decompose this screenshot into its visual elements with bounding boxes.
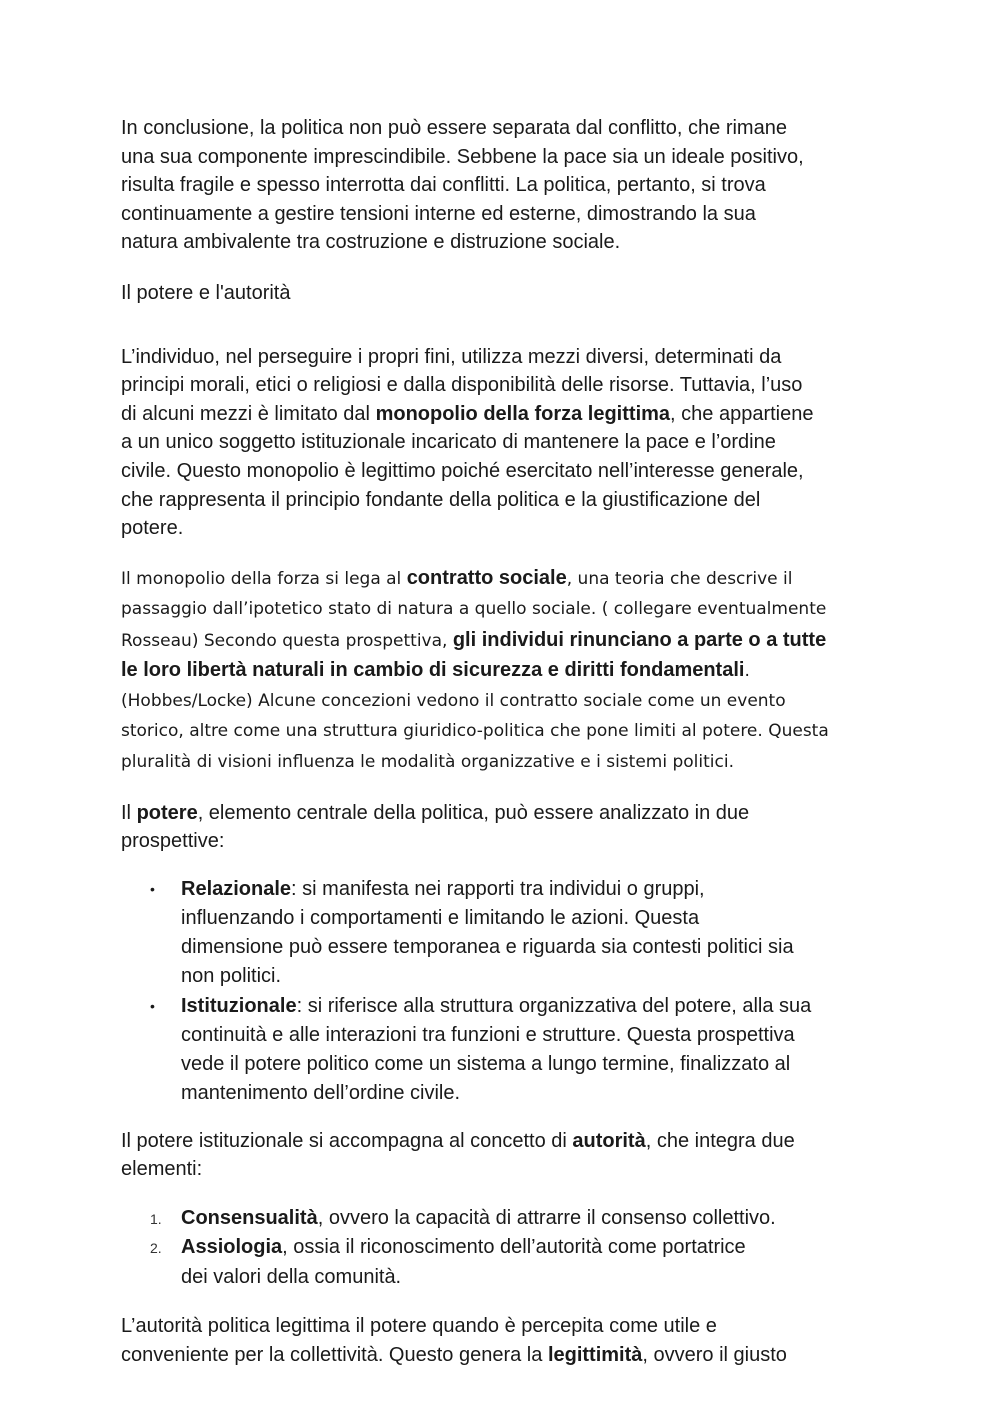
paragraph-line: potere. bbox=[121, 517, 184, 539]
bold-term: autorità bbox=[572, 1130, 646, 1152]
paragraph-line: risulta fragile e spesso interrotta dai conflitti. La politica, pertanto, si trova bbox=[121, 174, 766, 196]
text-run: conveniente per la collettività. Questo genera la bbox=[121, 1344, 548, 1366]
text-run: . bbox=[744, 661, 750, 681]
paragraph-line: elementi: bbox=[121, 1158, 203, 1180]
text-run: Il bbox=[121, 802, 137, 824]
paragraph-line: prospettive: bbox=[121, 830, 225, 852]
text-run: , ovvero il giusto bbox=[642, 1344, 787, 1366]
list-item-text: non politici. bbox=[181, 965, 282, 987]
paragraph-line: a un unico soggetto istituzionale incaricato di mantenere la pace e l’ordine bbox=[121, 431, 776, 453]
paragraph-line bbox=[121, 563, 891, 595]
text-run: , che integra due bbox=[645, 1130, 795, 1152]
bold-term: Relazionale bbox=[181, 878, 292, 900]
bold-term: contratto sociale bbox=[406, 567, 567, 589]
paragraph-line: che rappresenta il principio fondante della politica e la giustificazione del bbox=[121, 489, 761, 511]
paragraph-line: una sua componente imprescindibile. Sebbene la pace sia un ideale positivo, bbox=[121, 146, 804, 168]
bold-term: legittimità bbox=[547, 1344, 643, 1366]
paragraph-line: civile. Questo monopolio è legittimo poiché esercitato nell’interesse generale, bbox=[121, 460, 804, 482]
list-item-text: mantenimento dell’ordine civile. bbox=[181, 1082, 461, 1104]
bold-term: Istituzionale bbox=[181, 995, 297, 1017]
text-run: Rosseau) Secondo questa prospettiva, bbox=[121, 631, 453, 651]
bold-term: Consensualità bbox=[181, 1207, 318, 1229]
list-item-text bbox=[181, 875, 705, 904]
list-item-text bbox=[181, 1233, 746, 1262]
list-item-text: influenzando i comportamenti e limitando le azioni. Questa bbox=[181, 907, 700, 929]
list-item-text bbox=[181, 992, 811, 1021]
section-heading: Il potere e l'autorità bbox=[121, 282, 291, 304]
paragraph-line bbox=[121, 655, 891, 687]
paragraph-line: L’autorità politica legittima il potere quando è percepita come utile e bbox=[121, 1315, 717, 1337]
paragraph-line bbox=[121, 799, 891, 828]
text-run: , ovvero la capacità di attrarre il consenso collettivo. bbox=[317, 1207, 776, 1229]
text-run: Il potere istituzionale si accompagna al concetto di bbox=[121, 1130, 573, 1152]
text-run: , una teoria che descrive il bbox=[566, 569, 793, 589]
paragraph-line bbox=[121, 400, 891, 429]
text-run: , ossia il riconoscimento dell’autorità come portatrice bbox=[282, 1236, 746, 1258]
bullet-marker: • bbox=[150, 881, 155, 897]
number-marker: 1. bbox=[150, 1211, 162, 1227]
bold-term: Assiologia bbox=[181, 1236, 283, 1258]
bold-term: le loro libertà naturali in cambio di sicurezza e diritti fondamentali bbox=[121, 659, 745, 681]
bold-term: gli individui rinunciano a parte o a tutte bbox=[452, 629, 827, 651]
paragraph-line: L’individuo, nel perseguire i propri fini, utilizza mezzi diversi, determinati da bbox=[121, 346, 782, 368]
paragraph-line: continuamente a gestire tensioni interne ed esterne, dimostrando la sua bbox=[121, 203, 756, 225]
paragraph-line bbox=[121, 1127, 891, 1156]
list-item-text: dei valori della comunità. bbox=[181, 1266, 402, 1288]
list-item-text bbox=[181, 1204, 776, 1233]
list-item-text: vede il potere politico come un sistema a lungo termine, finalizzato al bbox=[181, 1053, 791, 1075]
paragraph-line: storico, altre come una struttura giuridico-politica che pone limiti al potere. Questa bbox=[121, 721, 829, 741]
list-item-text: continuità e alle interazioni tra funzioni e strutture. Questa prospettiva bbox=[181, 1024, 795, 1046]
paragraph-line: pluralità di visioni influenza le modalità organizzative e i sistemi politici. bbox=[121, 752, 734, 772]
paragraph-line bbox=[121, 625, 891, 657]
text-run: : si manifesta nei rapporti tra individui o gruppi, bbox=[291, 878, 705, 900]
paragraph-line: In conclusione, la politica non può essere separata dal conflitto, che rimane bbox=[121, 117, 787, 139]
text-run: di alcuni mezzi è limitato dal bbox=[121, 403, 376, 425]
paragraph-line: passaggio dall’ipotetico stato di natura a quello sociale. ( collegare eventualmente bbox=[121, 599, 827, 619]
bold-term: monopolio della forza legittima bbox=[375, 403, 671, 425]
bullet-marker: • bbox=[150, 998, 155, 1014]
paragraph-line: principi morali, etici o religiosi e dalla disponibilità delle risorse. Tuttavia, l’uso bbox=[121, 374, 803, 396]
paragraph-line: natura ambivalente tra costruzione e distruzione sociale. bbox=[121, 231, 621, 253]
text-run: Il monopolio della forza si lega al bbox=[121, 569, 407, 589]
text-run: , che appartiene bbox=[670, 403, 814, 425]
bold-term: potere bbox=[136, 802, 198, 824]
paragraph-line bbox=[121, 1341, 891, 1370]
paragraph-line: (Hobbes/Locke) Alcune concezioni vedono il contratto sociale come un evento bbox=[121, 691, 786, 711]
text-run: , elemento centrale della politica, può essere analizzato in due bbox=[197, 802, 750, 824]
list-item-text: dimensione può essere temporanea e riguarda sia contesti politici sia bbox=[181, 936, 794, 958]
text-run: : si riferisce alla struttura organizzativa del potere, alla sua bbox=[296, 995, 812, 1017]
number-marker: 2. bbox=[150, 1240, 162, 1256]
